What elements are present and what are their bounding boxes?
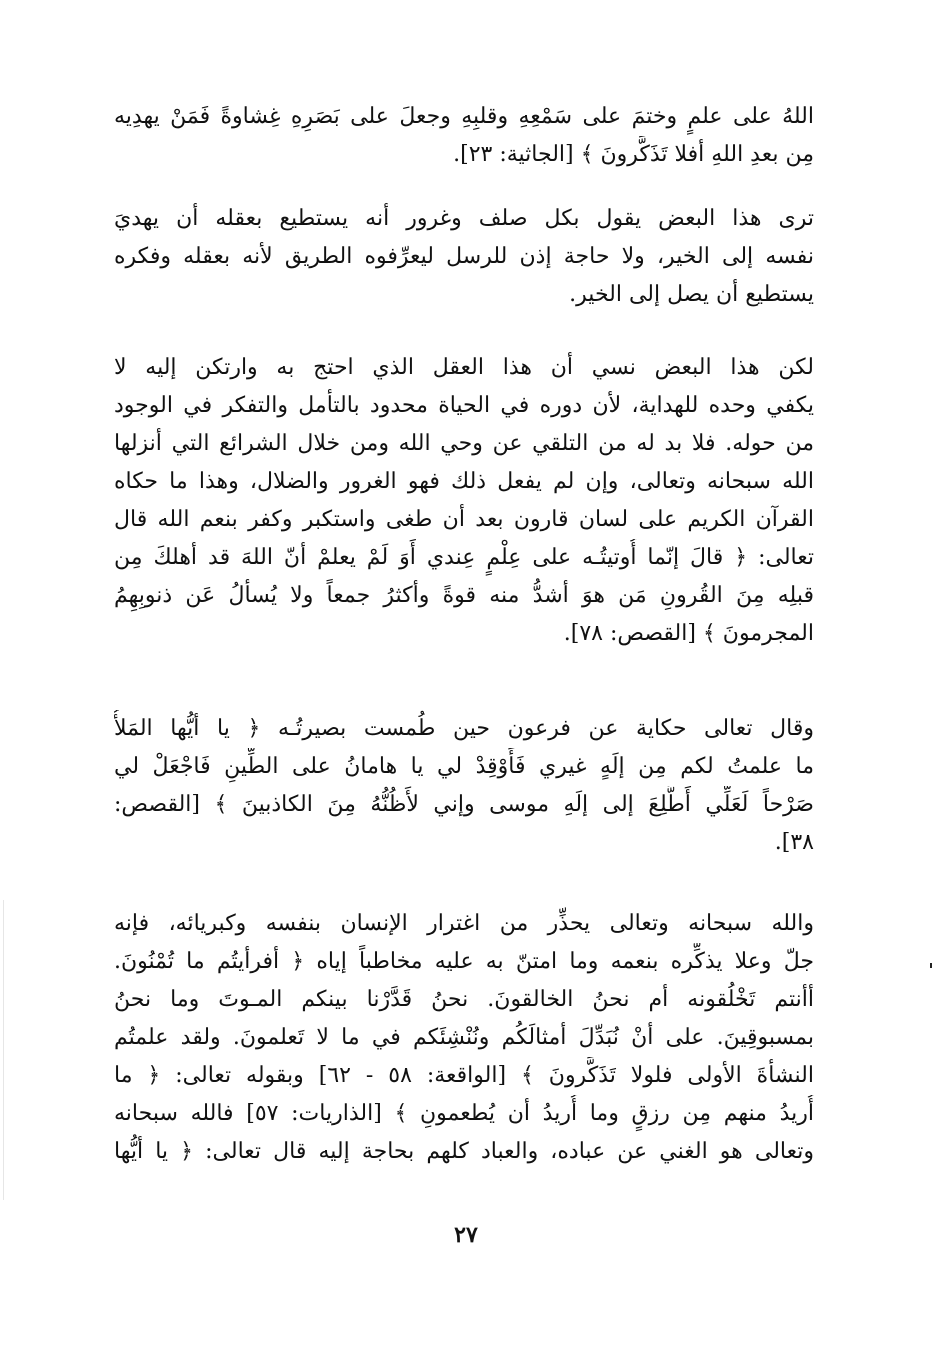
text-line: من حوله. فلا بد له من التلقي عن وحي الله ومن خلال الشرائع التي أنزلها bbox=[114, 431, 814, 456]
text-line: أُريدُ منهم مِن رزقٍ وما أُريدُ أن يُطعمونِ ﴾ [الذاريات: ٥٧] فالله سبحانه bbox=[114, 1101, 814, 1126]
text-line: اللهُ على علمٍ وختمَ على سَمْعِهِ وقلبِهِ وجعلَ على بَصَرِهِ غِشاوةً فَمَنْ يهدِيه bbox=[114, 104, 814, 129]
text-line: لكن هذا البعض نسي أن هذا العقل الذي احتج به وارتكن إليه لا bbox=[114, 355, 814, 380]
paragraph-warning bbox=[114, 905, 814, 1171]
page-number: ٢٧ bbox=[454, 1222, 478, 1248]
text-line: وقال تعالى حكاية عن فرعون حين طُمست بصيرتُـه ﴿ يا أيُّها المَلأُ bbox=[114, 716, 814, 741]
text-line: النشأةَ الأولى فلولا تَذَكَّرونَ ﴾ [الواقعة: ٥٨ - ٦٢] وبقوله تعالى: ﴿ ما bbox=[114, 1063, 814, 1088]
text-line: وتعالى هو الغني عن عباده، والعباد كلهم بحاجة إليه قال تعالى: ﴿ يا أيُّها bbox=[114, 1139, 814, 1164]
text-line: يكفي وحده للهداية، لأن دوره في الحياة محدود بالتأمل والتفكر في الوجود bbox=[114, 393, 814, 418]
text-line: تعالى: ﴿ قالَ إنّما أُوتيتُـه على عِلْمٍ عِندي أَوَ لَمْ يعلمْ أنّ اللهَ قد أهلكَ مِن bbox=[114, 545, 814, 570]
text-line: والله سبحانه وتعالى يحذِّر من اغترار الإنسان بنفسه وكبريائه، فإنه bbox=[114, 911, 814, 936]
paragraph-pharaoh bbox=[114, 710, 814, 862]
text-line: جلّ وعلا يذكِّره بنعمه وما امتنّ به عليه مخاطباً إياه ﴿ أفرأيتُم ما تُمْنُونَ. bbox=[114, 949, 814, 974]
text-line: الله سبحانه وتعالى، وإن لم يفعل ذلك فهو الغرور والضلال، وهذا ما حكاه bbox=[114, 469, 814, 494]
text-line: بمسبوقِينَ. على أنْ نُبَدِّلَ أمثالَكُم ونُنْشِئَكم في ما لا تَعلمونَ. ولقد علمتُم bbox=[114, 1025, 814, 1050]
text-line: المجرمونَ ﴾ [القصص: ٧٨]. bbox=[563, 621, 814, 646]
text-line: قبلِه مِنَ القُرونِ مَن هوَ أشدُّ منه قوةً وأكثرُ جمعاً ولا يُسألُ عَن ذنوبِهِمُ bbox=[114, 583, 814, 608]
text-line: مِن بعدِ اللهِ أفلا تَذَكَّرونَ ﴾ [الجاثية: ٢٣]. bbox=[453, 142, 814, 167]
text-line: يستطيع أن يصل إلى الخير. bbox=[569, 282, 814, 307]
text-line: ما علمتُ لكم مِن إلَهٍ غيري فَأَوْقِدْ لي يا هامانُ على الطِّينِ فَاجْعَلْ لي bbox=[114, 754, 814, 779]
text-line: ترى هذا البعض يقول بكل صلف وغرور أنه يستطيع بعقله أن يهديَ bbox=[114, 206, 814, 231]
text-line: صَرْحاً لَعَلِّي أَطَّلِعَ إلى إلَهِ موسى وإني لأَظُنُّهُ مِنَ الكاذبينَ ﴾ [القصص: bbox=[114, 792, 814, 817]
paragraph-qarun bbox=[114, 349, 814, 653]
scan-edge-mark bbox=[3, 900, 4, 1200]
text-line: ٣٨]. bbox=[774, 830, 814, 855]
text-line: أأنتم تَخْلُقونه أم نحنُ الخالقونَ. نحنُ قَدَّرْنا بينكم المـوتَ وما نحنُ bbox=[114, 987, 814, 1012]
text-line: القرآن الكريم على لسان قارون بعد أن طغى واستكبر وكفر بنعم الله قال bbox=[114, 507, 814, 532]
text-line: نفسه إلى الخير، ولا حاجة إذن للرسل ليعرِّفوه الطريق لأنه بعقله وفكره bbox=[114, 244, 814, 269]
paragraph-reason-claim bbox=[114, 200, 814, 314]
paragraph-quran-continuation bbox=[114, 98, 814, 174]
